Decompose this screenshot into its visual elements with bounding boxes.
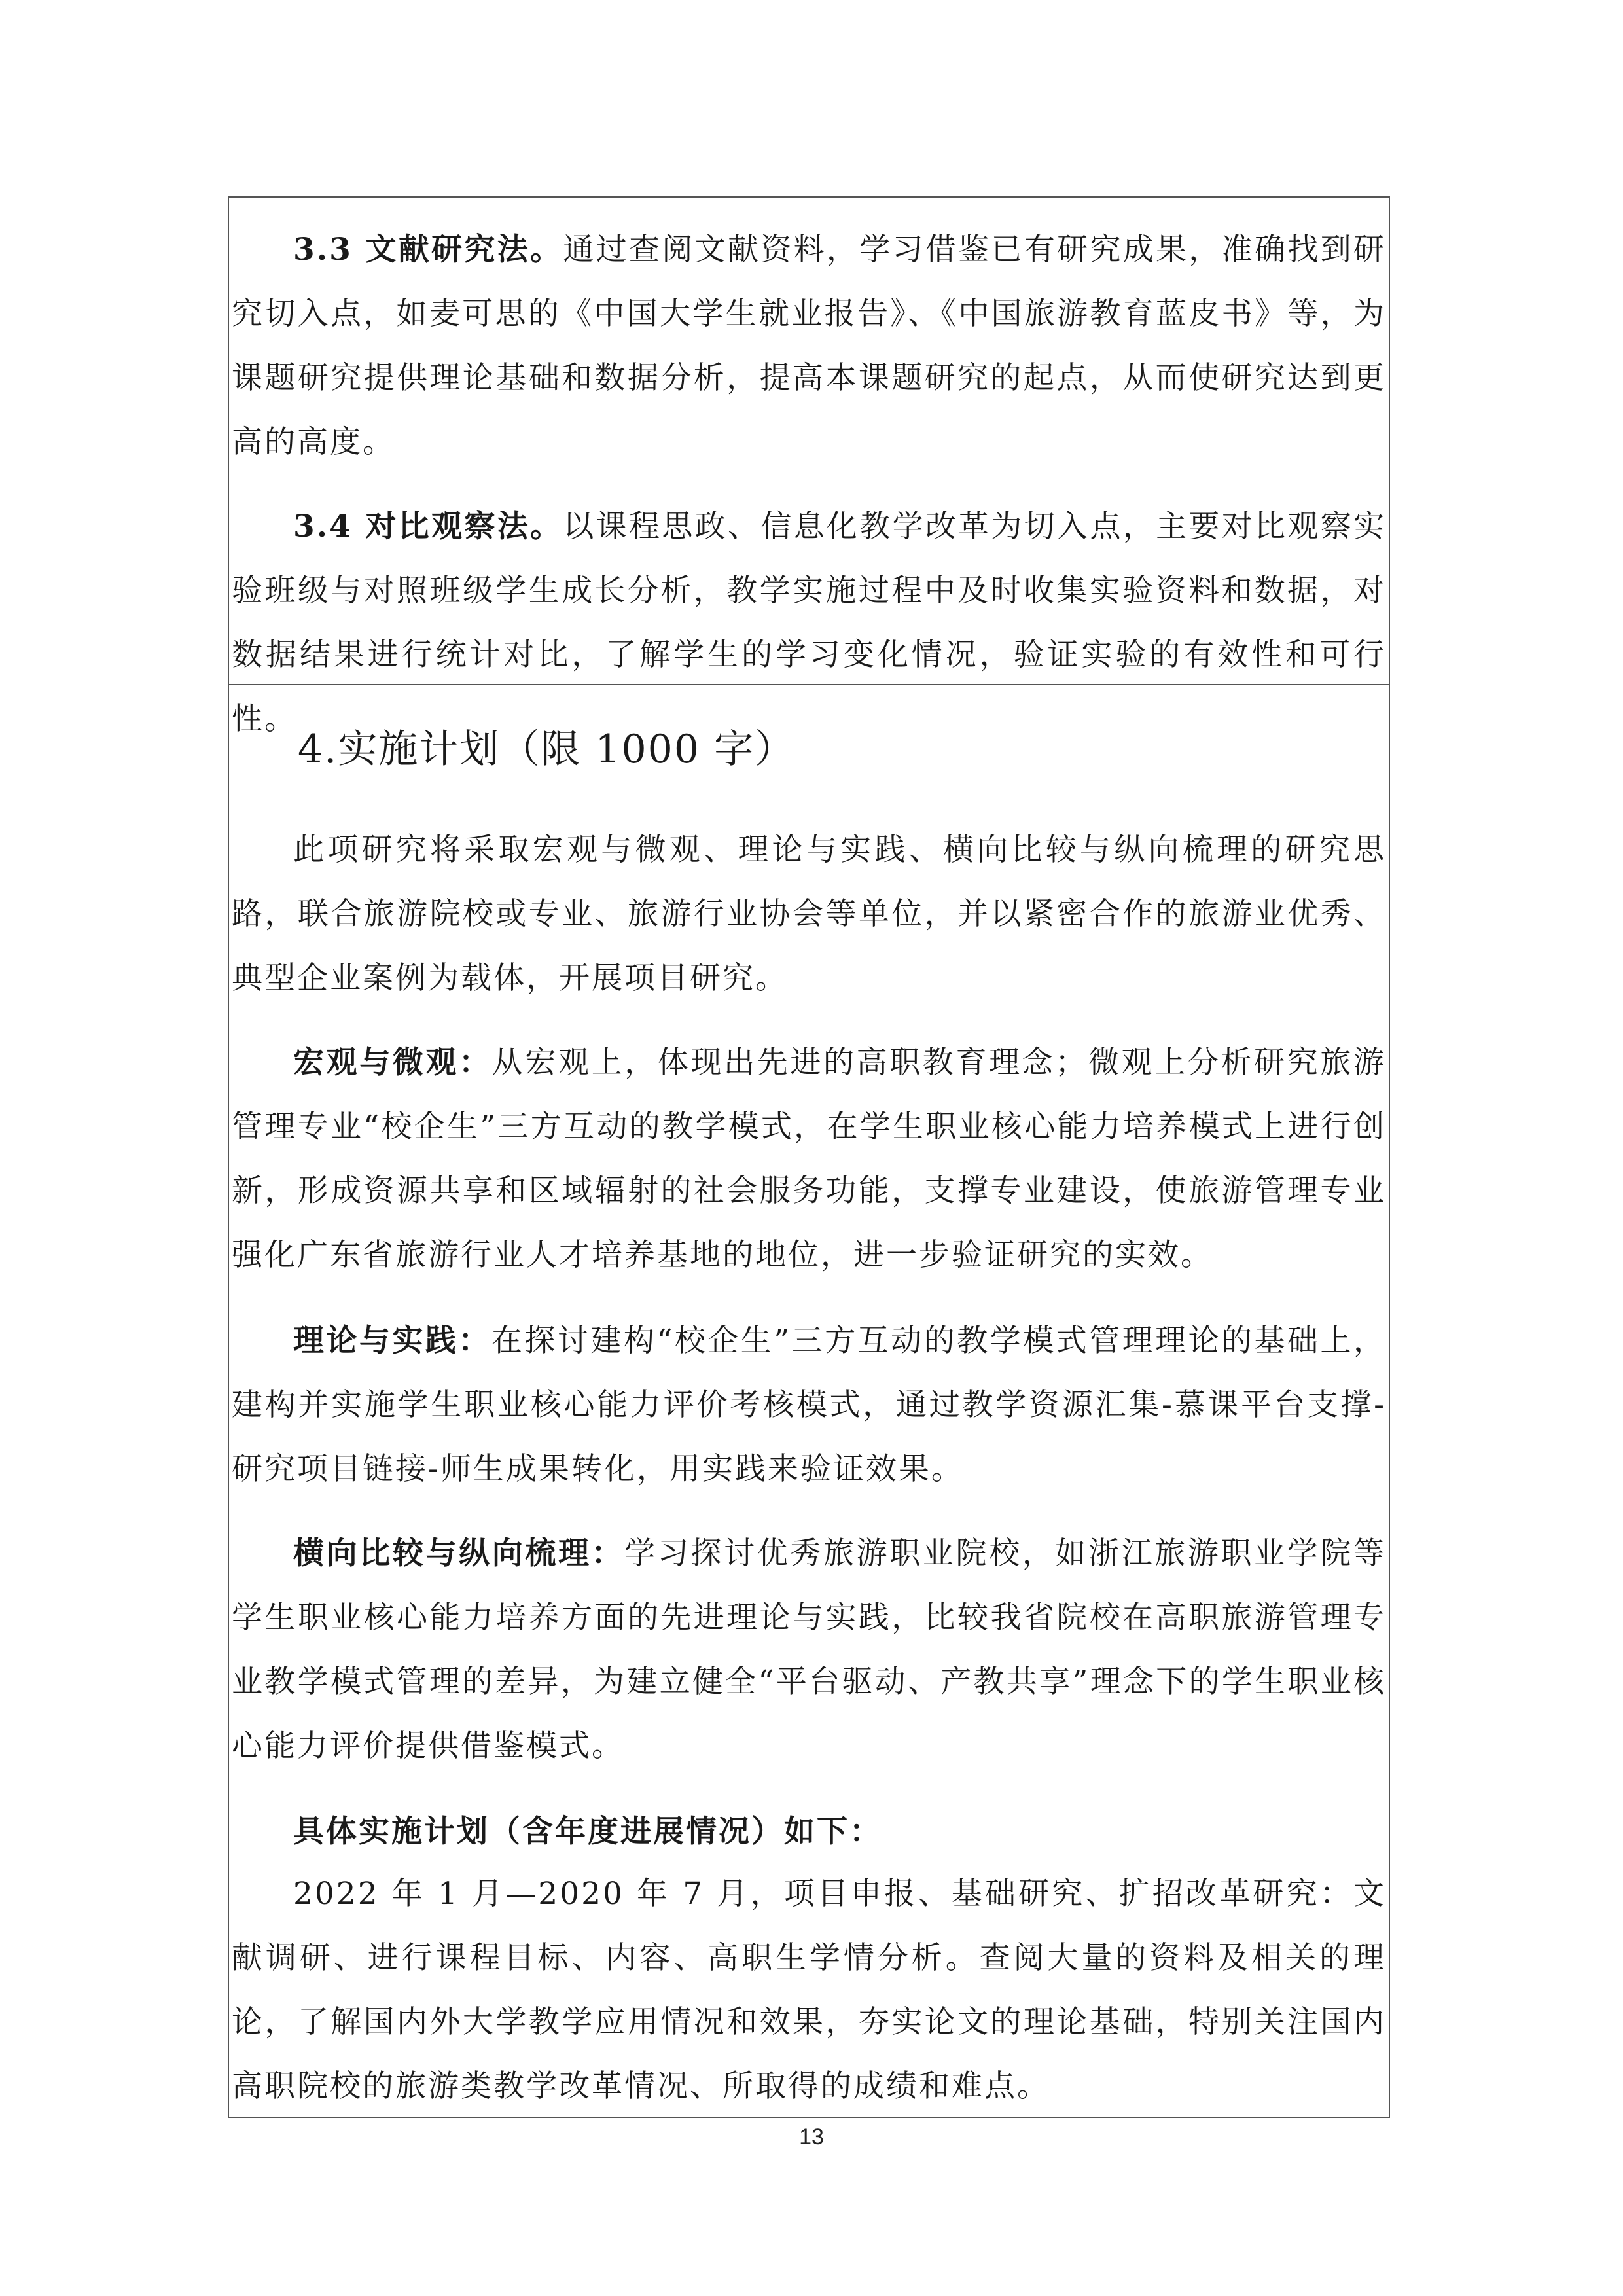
theory-practice-body: 在探讨建构“校企生”三方互动的教学模式管理理论的基础上，建构并实施学生职业核心能力评价考核模式，通过教学资源汇集-慕课平台支撑-研究项目链接-师生成果转化，用实践来验证效果。 [232, 1323, 1387, 1487]
theory-practice-paragraph [228, 1309, 1390, 1501]
plan-title [228, 1800, 1390, 1864]
section-3-3-lead: 3.3 文献研究法。 [293, 232, 563, 268]
section-3-4-lead: 3.4 对比观察法。 [293, 509, 563, 545]
section-3-3-paragraph [228, 218, 1390, 475]
section-3-3-body: 通过查阅文献资料，学习借鉴已有研究成果，准确找到研究切入点，如麦可思的《中国大学生就业报告》、《中国旅游教育蓝皮书》等，为课题研究提供理论基础和数据分析，提高本课题研究的起点，从而使研究达到更高的高度。 [232, 232, 1386, 460]
page-number: 13 [799, 2125, 824, 2149]
section-3-4-paragraph [228, 495, 1390, 751]
section-3-4-body: 以课程思政、信息化教学改革为切入点，主要对比观察实验班级与对照班级学生成长分析，教学实施过程中及时收集实验资料和数据，对数据结果进行统计对比，了解学生的学习变化情况，验证实验的有效性和可行性。 [232, 509, 1386, 737]
plan-item-1: 2022 年 1 月—2020 年 7 月，项目申报、基础研究、扩招改革研究：文献调研、进行课程目标、内容、高职生学情分析。查阅大量的资料及相关的理论，了解国内外大学教学应用情况和效果，夯实论文的理论基础，特别关注国内高职院校的旅游类教学改革情况、所取得的成绩和难点。 [232, 1876, 1386, 2104]
macro-micro-paragraph [228, 1031, 1390, 1287]
comparison-lead: 横向比较与纵向梳理： [293, 1535, 625, 1571]
comparison-paragraph [228, 1522, 1390, 1778]
section-4-intro: 此项研究将采取宏观与微观、理论与实践、横向比较与纵向梳理的研究思路，联合旅游院校或专业、旅游行业协会等单位，并以紧密合作的旅游业优秀、典型企业案例为载体，开展项目研究。 [232, 832, 1386, 996]
plan-title-text: 具体实施计划（含年度进展情况）如下： [293, 1814, 882, 1850]
macro-micro-body: 从宏观上，体现出先进的高职教育理念；微观上分析研究旅游管理专业“校企生”三方互动的教学模式，在学生职业核心能力培养模式上进行创新，形成资源共享和区域辐射的社会服务功能，支撑专业建设，使旅游管理专业强化广东省旅游行业人才培养基地的地位，进一步验证研究的实效。 [232, 1045, 1386, 1273]
comparison-body: 学习探讨优秀旅游职业院校，如浙江旅游职业学院等学生职业核心能力培养方面的先进理论与实践，比较我省院校在高职旅游管理专业教学模式管理的差异，为建立健全“平台驱动、产教共享”理念下的学生职业核心能力评价提供借鉴模式。 [232, 1535, 1386, 1764]
section-4-heading: 4.实施计划（限 1000 字） [298, 726, 796, 772]
macro-micro-lead: 宏观与微观： [293, 1045, 492, 1081]
theory-practice-lead: 理论与实践： [293, 1323, 491, 1359]
